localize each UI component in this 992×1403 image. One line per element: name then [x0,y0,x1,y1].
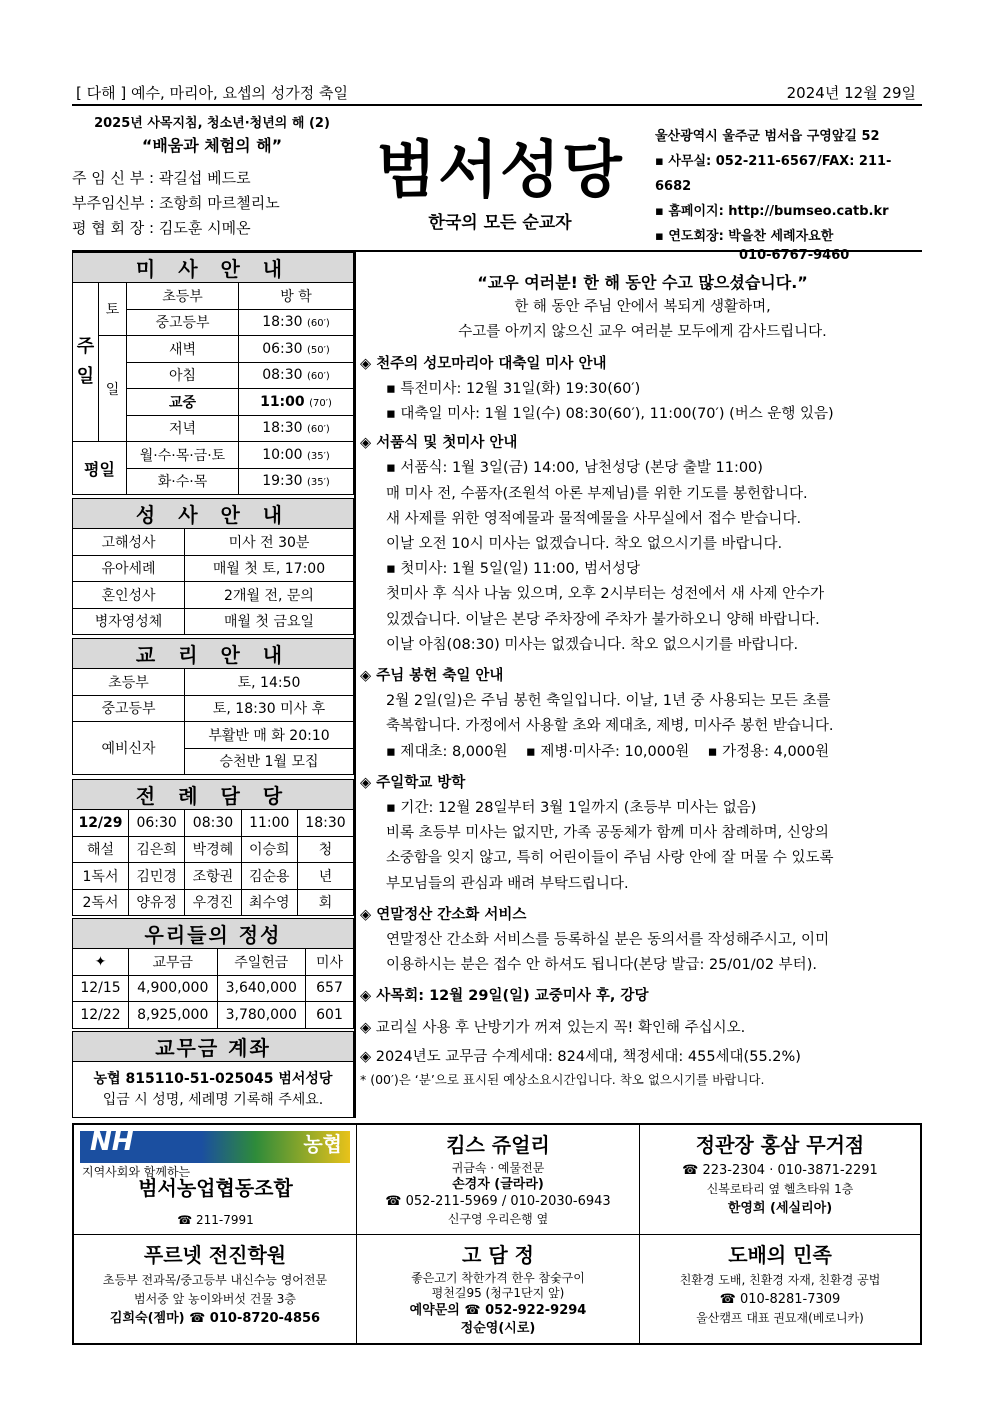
pastoral-motto: 2025년 사목지침, 청소년·청년의 해 (2) [94,116,330,131]
offering-head: 주일헌금 [217,949,306,976]
notice-heading: ◈ 사목회: 12월 29일(일) 교중미사 후, 강당 [360,988,649,1005]
ad-line: ☎ 010-8281-7309 [719,1292,841,1307]
bulletin-date: 2024년 12월 29일 [786,84,916,102]
liturgy-time: 06:30 [129,810,185,837]
offering-value: 8,925,000 [129,1002,218,1029]
liturgy-time: 18:30 [297,810,353,837]
ad-line: 김희숙(젬마) ☎ 010-8720-4856 [109,1311,321,1326]
chair-phone: 010-6767-9460 [739,248,850,263]
ad-title: 정관장 홍삼 무거점 [695,1133,865,1157]
mass-time: 11:00 (70′) [239,389,354,416]
sunday-label: 주 일 [73,283,99,442]
notice-line: 부모님들의 관심과 배려 부탁드립니다. [386,875,629,892]
ad-ginseng [640,1125,920,1235]
assistant-pastor: 부주임신부 : 조항희 마르첼리노 [72,194,280,212]
mass-name: 저녁 [127,415,239,442]
liturgy-person: 회 [297,889,353,916]
offering-value: 657 [306,975,354,1002]
ad-godamjeong [357,1235,640,1345]
council-president: 평 협 회 장 : 김도훈 시메온 [72,219,251,237]
ad-line: 초등부 전과목/중고등부 내신수능 영어전문 [102,1273,328,1287]
header-left [72,112,352,241]
offering-date: 12/15 [73,975,129,1002]
saturday-label: 토 [99,283,127,336]
notice-line: ▪ 기간: 12월 28일부터 3월 1일까지 (초등부 미사는 없음) [386,800,757,817]
sacrament-table [72,498,354,635]
top-bar [72,80,922,106]
liturgy-person: 박경혜 [185,836,241,863]
offering-table [72,918,354,1029]
liturgy-time: 11:00 [241,810,297,837]
notice-line: 있겠습니다. 이날은 본당 주차장에 주차가 불가하오니 양해 바랍니다. [386,611,820,628]
ad-line: ☎ 223-2304 · 010-3871-2291 [682,1163,878,1178]
notice-line: 축복합니다. 가정에서 사용할 초와 제대초, 제병, 미사주 봉헌 받습니다. [386,718,834,735]
offering-title: 우리들의 정성 [73,919,354,949]
ad-line: 손경자 (글라라) [452,1177,544,1192]
liturgy-time: 08:30 [185,810,241,837]
sacrament-name: 혼인성사 [73,582,185,609]
office-phone: ▪ 사무실: 052-211-6567/FAX: 211-6682 [655,154,892,194]
ad-line: 지역사회와 함께하는 [82,1165,191,1179]
ad-line: 친환경 도배, 친환경 자재, 친환경 공법 [679,1273,881,1287]
notice-heading: ◈ 2024년도 교무금 수계세대: 824세대, 책정세대: 455세대(55.2%) [360,1048,801,1065]
liturgy-person: 우경진 [185,889,241,916]
liturgy-role: 1독서 [73,863,129,890]
mass-name: 초등부 [127,283,239,310]
notice-heading: ◈ 연말정산 간소화 서비스 [360,906,527,923]
ads-grid [72,1123,922,1345]
notice-line: 이날 아침(08:30) 미사는 없겠습니다. 착오 없으시기를 바랍니다. [386,636,799,653]
sparkle-icon: ✦ [73,949,129,976]
mass-title: 미 사 안 내 [73,253,354,283]
ad-kims-jewelry [357,1125,640,1235]
ad-line: 신복로타리 옆 헬츠타워 1층 [706,1182,854,1196]
ad-wallpaper [640,1235,920,1345]
ad-title: 킴스 쥬얼리 [446,1133,550,1157]
notice-line: 한 해 동안 주님 안에서 복되게 생활하며, [514,299,771,316]
ad-line: 평천길95 (청구1단지 앞) [431,1286,565,1300]
address: 울산광역시 울주군 범서읍 구영앞길 52 [655,129,880,144]
catechism-group: 중고등부 [73,695,185,722]
catechism-time: 토, 14:50 [185,669,354,696]
offering-value: 4,900,000 [129,975,218,1002]
notice-line: 매 미사 전, 수품자(조원석 아론 부제님)를 위한 기도를 봉헌합니다. [386,485,808,502]
liturgy-person: 년 [297,863,353,890]
sacrament-title: 성 사 안 내 [73,499,354,529]
offering-head: 미사 [306,949,354,976]
ad-line: 좋은고기 착한가격 한우 참숯구이 [411,1271,585,1285]
catechism-group: 초등부 [73,669,185,696]
sacrament-info: 매월 첫 토, 17:00 [185,555,354,582]
notice-line: 새 사제를 위한 영적예물과 물적예물을 사무실에서 접수 받습니다. [386,510,802,527]
mass-time: 06:30 (50′) [239,336,354,363]
notice-heading: ◈ 주님 봉헌 축일 안내 [360,668,504,685]
notice-line: 이날 오전 10시 미사는 없겠습니다. 착오 없으시기를 바랍니다. [386,536,783,553]
nonghyup-logo: NH 농협 [80,1131,350,1163]
sacrament-name: 고해성사 [73,529,185,556]
mass-time: 08:30 (60′) [239,362,354,389]
ad-line: 예약문의 ☎ 052-922-9294 [409,1303,587,1318]
liturgy-person: 김은희 [129,836,185,863]
parish-title: 범서성당 [376,133,624,206]
notice-line: 연말정산 간소화 서비스를 등록하실 분은 동의서를 작성해주시고, 이미 [386,932,830,949]
ad-line: 울산캠프 대표 권묘재(베로니카) [696,1311,864,1325]
column-divider [354,252,356,1118]
mass-time: 19:30 (35′) [239,468,354,495]
ad-line: ☎ 211-7991 [177,1213,254,1227]
liturgy-date: 12/29 [73,810,129,837]
parish-patron: 한국의 모든 순교자 [428,213,572,233]
liturgy-person: 김순용 [241,863,297,890]
ad-line: 신구영 우리은행 옆 [447,1212,549,1226]
mass-time: 방 학 [239,283,354,310]
pastoral-theme: “배움과 체험의 해” [141,136,283,155]
mass-name: 아침 [127,362,239,389]
liturgy-role: 2독서 [73,889,129,916]
catechism-time: 부활반 매 화 20:10 [185,722,354,749]
mass-table [72,252,354,495]
ad-line: 정순영(시로) [460,1321,536,1336]
notice-heading: ◈ 교리실 사용 후 난방기가 꺼져 있는지 꼭! 확인해 주십시오. [360,1019,746,1036]
liturgy-person: 이승희 [241,836,297,863]
ad-title: 범서농업협동조합 [138,1176,293,1200]
liturgy-role: 해설 [73,836,129,863]
notice-line: ▪ 제대초: 8,000원 ▪ 제병·미사주: 10,000원 ▪ 가정용: 4,000원 [386,743,830,760]
liturgy-person: 양유정 [129,889,185,916]
mass-name: 새벽 [127,336,239,363]
sacrament-name: 유아세례 [73,555,185,582]
ad-title: 고 담 정 [462,1243,534,1267]
catechism-table [72,638,354,775]
staff-list [72,166,352,241]
notice-line: ▪ 특전미사: 12월 31일(화) 19:30(60′) [386,380,641,397]
notice-line: 이용하시는 분은 접수 안 하셔도 됩니다(본당 발급: 25/01/02 부터). [386,957,817,974]
offering-value: 601 [306,1002,354,1029]
ad-line: 범서중 앞 농이와버섯 건물 3층 [134,1292,296,1306]
mass-time: 10:00 (35′) [239,442,354,469]
ad-line: 귀금속 · 예물전문 [451,1161,545,1175]
offering-value: 3,640,000 [217,975,306,1002]
sacrament-info: 2개월 전, 문의 [185,582,354,609]
notice-line: ▪ 서품식: 1월 3일(금) 14:00, 남천성당 (본당 출발 11:00) [386,460,763,477]
sunday-day-label: 일 [99,336,127,442]
notice-heading: ◈ 천주의 성모마리아 대축일 미사 안내 [360,355,607,372]
liturgy-person: 청 [297,836,353,863]
ad-line: ☎ 052-211-5969 / 010-2030-6943 [385,1194,611,1209]
mass-time: 18:30 (60′) [239,309,354,336]
notice-line: 수고를 아끼지 않으신 교우 여러분 모두에게 감사드립니다. [458,324,827,341]
offering-date: 12/22 [73,1002,129,1029]
ad-line: 한영희 (세실리아) [727,1201,833,1216]
offering-value: 3,780,000 [217,1002,306,1029]
account-info: 농협 815110-51-025045 범서성당 입금 시 성명, 세례명 기록해 주세요. [73,1062,354,1118]
catechism-title: 교 리 안 내 [73,639,354,669]
mass-name: 중고등부 [127,309,239,336]
notice-heading: ◈ 주일학교 방학 [360,774,466,791]
sacrament-info: 매월 첫 금요일 [185,608,354,635]
sacrament-name: 병자영성체 [73,608,185,635]
weekday-label: 평일 [73,442,127,495]
ad-nonghyup [74,1125,357,1235]
notice-quote: “교우 여러분! 한 해 동안 수고 많으셨습니다.” [477,273,808,292]
account-table [72,1031,354,1118]
chair: ▪ 연도회장: 박을찬 세례자요한 [655,229,834,244]
offering-head: 교무금 [129,949,218,976]
notice-line: 소중함을 잊지 않고, 특히 어린이들이 주님 사랑 안에 잘 머물 수 있도록 [386,850,834,867]
notice-line: 첫미사 후 식사 나눔 있으며, 오후 2시부터는 성전에서 새 사제 안수가 [386,586,825,603]
notice-footnote: * (00′)은 ‘분’으로 표시된 예상소요시간입니다. 착오 없으시기를 바랍니다. [360,1072,765,1088]
account-title: 교무금 계좌 [73,1032,354,1062]
ad-academy [74,1235,357,1345]
mass-name: 월·수·목·금·토 [127,442,239,469]
sacrament-info: 미사 전 30분 [185,529,354,556]
notices [360,266,925,1090]
catechism-group: 예비신자 [73,722,185,775]
homepage[interactable]: ▪ 홈페이지: http://bumseo.catb.kr [655,204,889,219]
notice-line: 비록 초등부 미사는 없지만, 가족 공동체가 함께 미사 참례하며, 신앙의 [386,825,829,842]
mass-time: 18:30 (60′) [239,415,354,442]
liturgy-title: 전 례 담 당 [73,780,354,810]
pastor: 주 임 신 부 : 곽길섭 베드로 [72,169,251,187]
ad-title: 도배의 민족 [728,1243,832,1267]
liturgy-person: 김민경 [129,863,185,890]
header-contact [655,124,925,268]
notice-line: ▪ 첫미사: 1월 5일(일) 11:00, 범서성당 [386,561,640,578]
liturgy-person: 최수영 [241,889,297,916]
mass-name: 화·수·목 [127,468,239,495]
ad-title: 푸르넷 전진학원 [143,1243,287,1267]
mass-name: 교중 [127,389,239,416]
catechism-time: 토, 18:30 미사 후 [185,695,354,722]
liturgy-person: 조항권 [185,863,241,890]
notice-line: 2월 2일(일)은 주님 봉헌 축일입니다. 이날, 1년 중 사용되는 모든 초를 [386,693,831,710]
liturgical-day: [ 다해 ] 예수, 마리아, 요셉의 성가정 축일 [76,84,348,102]
notice-heading: ◈ 서품식 및 첫미사 안내 [360,435,518,452]
catechism-time: 승천반 1월 모집 [185,748,354,775]
notice-line: ▪ 대축일 미사: 1월 1일(수) 08:30(60′), 11:00(70′) (버스 운행 있음) [386,406,834,423]
liturgy-table [72,779,354,916]
